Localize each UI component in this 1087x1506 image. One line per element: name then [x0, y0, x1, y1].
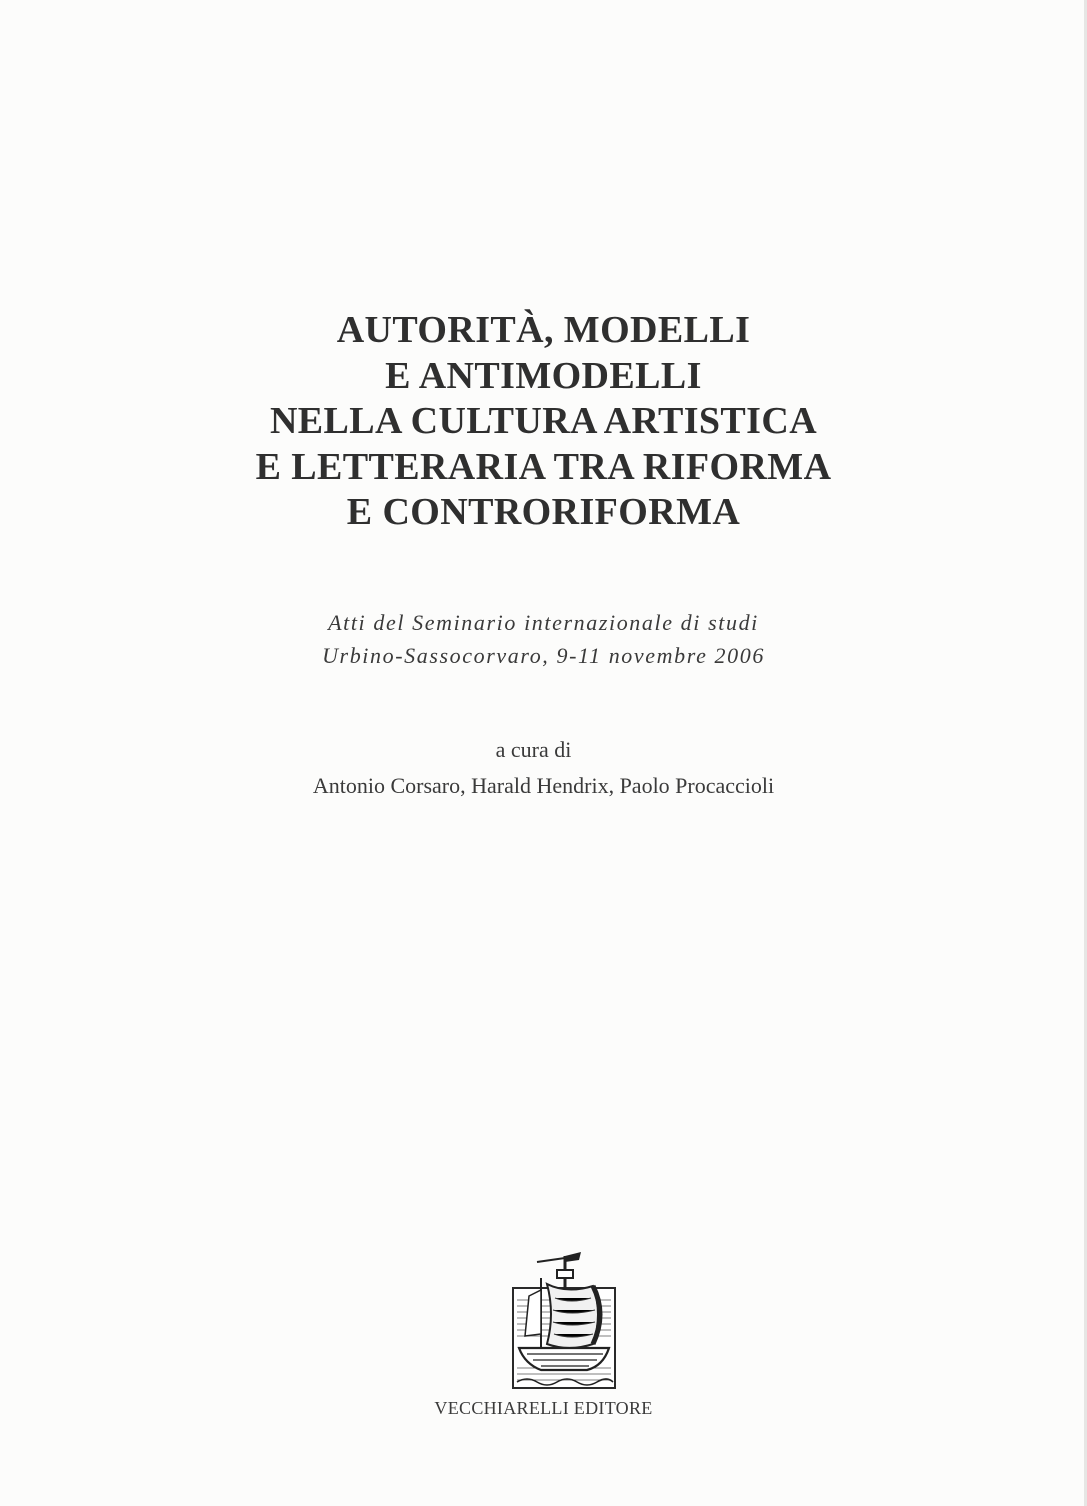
editors-names: Antonio Corsaro, Harald Hendrix, Paolo Procaccioli [312, 773, 775, 798]
editors-intro: a cura di [495, 737, 572, 762]
publisher-name: VECCHIARELLI EDITORE [434, 1398, 653, 1418]
title-line: E LETTERARIA TRA RIFORMA [255, 445, 832, 488]
editors-block [0, 732, 1087, 804]
book-subtitle [0, 606, 1087, 672]
book-title [0, 308, 1087, 536]
subtitle-line: Urbino-Sassocorvaro, 9-11 novembre 2006 [322, 643, 765, 668]
title-line: NELLA CULTURA ARTISTICA [269, 400, 818, 442]
title-line: E ANTIMODELLI [385, 354, 702, 397]
title-line: AUTORITÀ, MODELLI [336, 309, 751, 351]
ship-emblem-icon [507, 1248, 621, 1392]
subtitle-line: Atti del Seminario internazionale di studi [328, 610, 759, 635]
title-line: E CONTRORIFORMA [346, 491, 741, 533]
